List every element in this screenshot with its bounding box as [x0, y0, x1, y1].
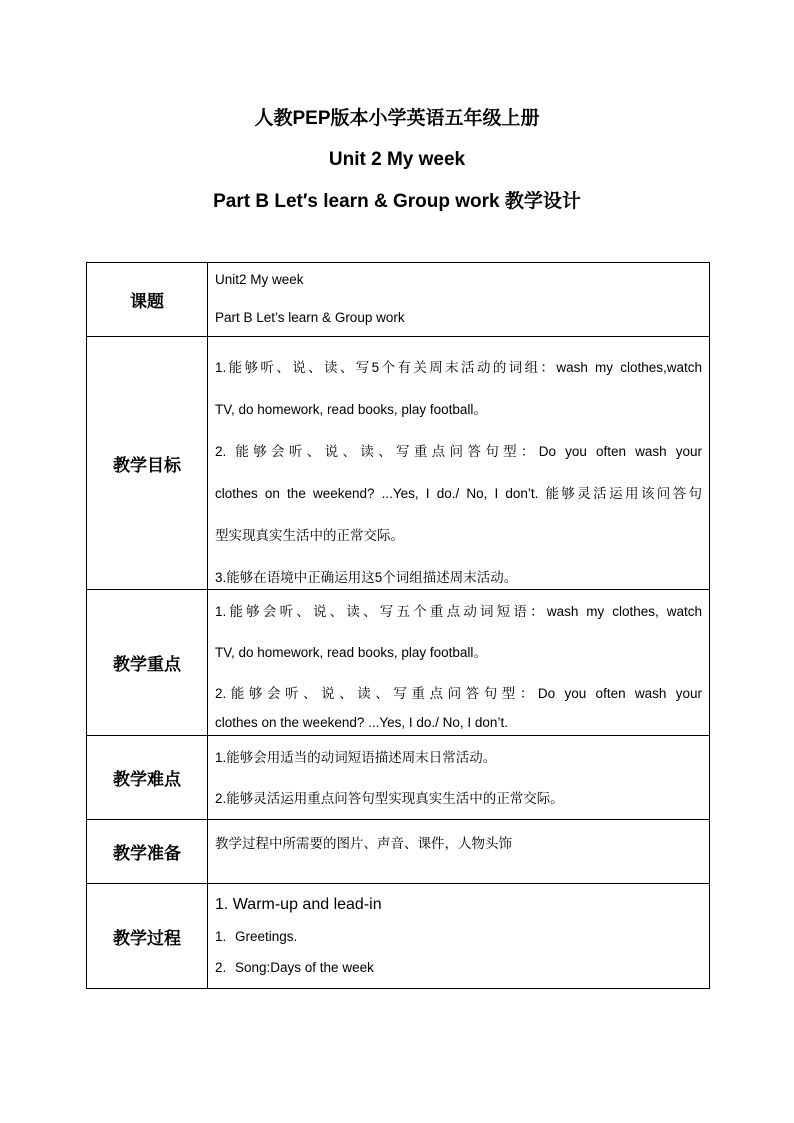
process-item-text: Greetings. — [235, 929, 298, 944]
content-difficulties — [208, 736, 710, 820]
label-difficulties: 教学难点 — [87, 736, 208, 820]
difficulty-line: 1.能够会用适当的动词短语描述周末日常活动。 — [215, 750, 497, 765]
document-title: 人教PEP版本小学英语五年级上册 — [254, 108, 540, 129]
objective-line: 3.能够在语境中正确运用这5个词组描述周末活动。 — [215, 570, 518, 585]
label-preparation: 教学准备 — [87, 820, 208, 884]
row-difficulties — [87, 736, 710, 820]
process-item — [215, 926, 702, 948]
content-objectives — [208, 337, 710, 590]
row-topic — [87, 263, 710, 337]
row-objectives — [87, 337, 710, 590]
lesson-title: Part B Let′s learn & Group work 教学设计 — [213, 191, 581, 212]
row-key-points — [87, 590, 710, 736]
preparation-text: 教学过程中所需要的图片、声音、课件，人物头饰 — [215, 836, 512, 851]
label-key-points: 教学重点 — [87, 590, 208, 736]
label-process: 教学过程 — [87, 884, 208, 989]
objective-line: 1.能够听、说、读、写5个有关周末活动的词组：wash my clothes,watch — [215, 360, 702, 375]
topic-line: Unit2 My week — [215, 272, 304, 287]
process-item — [215, 957, 702, 979]
content-key-points — [208, 590, 710, 736]
process-item-text: Song:Days of the week — [235, 960, 374, 975]
content-process — [208, 884, 710, 989]
key-point-line: TV, do homework, read books, play football。 — [215, 645, 487, 660]
objective-line: 2. 能够会听、说、读、写重点问答句型：Do you often wash your — [215, 444, 702, 459]
label-objectives: 教学目标 — [87, 337, 208, 590]
label-topic: 课题 — [87, 263, 208, 337]
content-preparation — [208, 820, 710, 884]
objective-line: clothes on the weekend? ...Yes, I do./ No, I don’t. 能够灵活运用该问答句 — [215, 486, 702, 501]
objective-line: TV, do homework, read books, play football。 — [215, 402, 487, 417]
process-item-number: 1. — [215, 929, 227, 944]
process-item-number: 2. — [215, 960, 227, 975]
objective-line: 型实现真实生活中的正常交际。 — [215, 528, 404, 543]
lesson-plan-table — [86, 262, 710, 989]
unit-title: Unit 2 My week — [328, 149, 466, 170]
row-process — [87, 884, 710, 989]
process-heading: 1. Warm-up and lead-in — [215, 896, 382, 913]
content-topic — [208, 263, 710, 337]
key-point-line: 1.能够会听、说、读、写五个重点动词短语：wash my clothes, watch — [215, 604, 702, 619]
key-point-line: 2.能够会听、说、读、写重点问答句型：Do you often wash your — [215, 686, 702, 701]
difficulty-line: 2.能够灵活运用重点问答句型实现真实生活中的正常交际。 — [215, 791, 564, 806]
key-point-line: clothes on the weekend? ...Yes, I do./ No, I don’t. — [215, 715, 508, 730]
topic-line: Part B Let’s learn & Group work — [215, 310, 405, 325]
row-preparation — [87, 820, 710, 884]
